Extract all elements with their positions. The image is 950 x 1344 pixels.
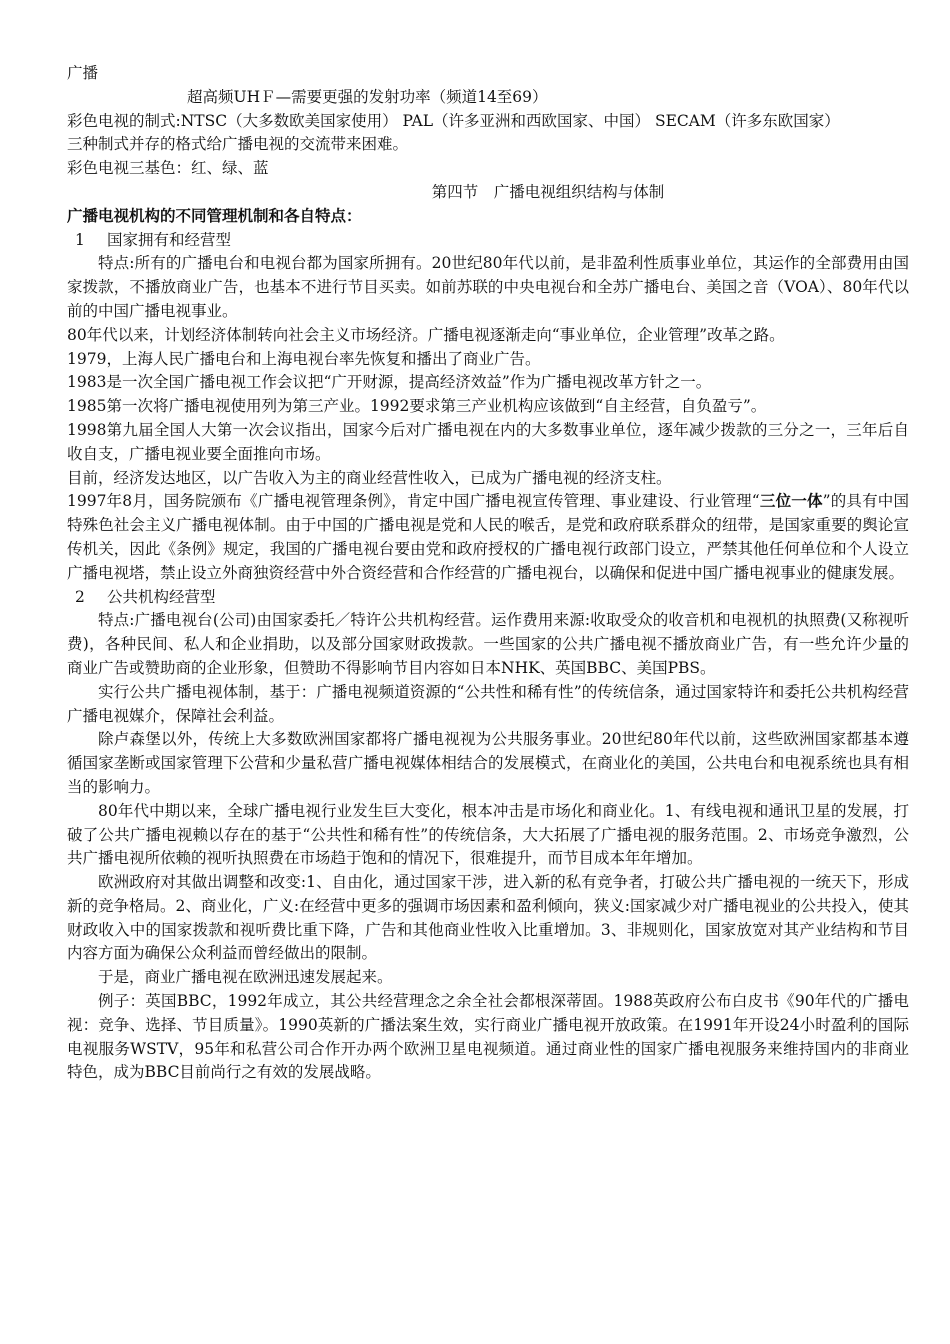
type2-title: 公共机构经营型 bbox=[107, 587, 216, 606]
text-line-uhf: 超高频UHＦ—需要更强的发射功率（频道14至69） bbox=[187, 87, 548, 106]
type1-paragraph-1979: 1979，上海人民广播电台和上海电视台率先恢复和播出了商业广告。 bbox=[67, 349, 541, 368]
type1-1997-text-c: ”的具有中国特殊色社会主义广播电视体制。由于中国的广播电视是党和人民的喉舌，是党和政府联系群众的纽带，是国家重要的舆论宣传机关，因此《条例》规定，我国的广播电视台要由党和政府授权的广播电视行政部门设立，严禁其他任何单位和个人设立广播电视塔，禁止设立外商独资经营中外合资经营和合作经营的广播电视台，以确保和促进中国广播电视事业的健康发展。 bbox=[67, 492, 909, 582]
text-line-primary-colors: 彩色电视三基色：红、绿、蓝 bbox=[67, 159, 269, 178]
text-line-color-standards: 彩色电视的制式:NTSC（大多数欧美国家使用） PAL（许多亚洲和西欧国家、中国） SECAM（许多东欧国家） bbox=[67, 111, 840, 130]
type2-heading bbox=[67, 586, 909, 610]
type1-title: 国家拥有和经营型 bbox=[107, 230, 232, 249]
type1-paragraph-1998: 1998第九届全国人大第一次会议指出，国家今后对广播电视在内的大多数事业单位，逐年减少拨款的三分之一，三年后自收自支，广播电视业要全面推向市场。 bbox=[67, 420, 909, 463]
type2-paragraph-features: 特点:广播电视台(公司)由国家委托／特许公共机构经营。运作费用来源:收取受众的收音机和电视机的执照费(又称视听费)，各种民间、私人和企业捐助，以及部分国家财政拨款。一些国家的公共广播电视不播放商业广告，有一些允许少量的商业广告或赞助商的企业形象，但赞助不得影响节目内容如日本NHK、英国BBC、美国PBS。 bbox=[67, 611, 909, 677]
type1-paragraph-1983: 1983是一次全国广播电视工作会议把“广开财源，提高经济效益”作为广播电视改革方针之一。 bbox=[67, 373, 712, 392]
type1-paragraph-1985: 1985第一次将广播电视使用列为第三产业。1992要求第三产业机构应该做到“自主经营，自负盈亏”。 bbox=[67, 397, 767, 416]
section-title: 第四节 广播电视组织结构与体制 bbox=[431, 182, 665, 201]
type2-paragraph-europe: 除卢森堡以外，传统上大多数欧洲国家都将广播电视视为公共服务事业。20世纪80年代以前，这些欧洲国家都基本遵循国家垄断或国家管理下公营和少量私营广播电视媒体相结合的发展模式，在商业化的美国，公共电台和电视系统也具有相当的影响力。 bbox=[67, 730, 909, 796]
text-line-broadcast: 广播 bbox=[67, 64, 99, 82]
type1-1997-emphasis: 三位一体 bbox=[759, 492, 823, 511]
type1-paragraph-features: 特点:所有的广播电台和电视台都为国家所拥有。20世纪80年代以前，是非盈利性质事业单位，其运作的全部费用由国家拨款，不播放商业广告，也基本不进行节目买卖。如前苏联的中央电视台和全苏广播电台、美国之音（VOA）、80年代以前的中国广播电视事业。 bbox=[67, 254, 909, 320]
type1-paragraph-80s: 80年代以来，计划经济体制转向社会主义市场经济。广播电视逐渐走向“事业单位，企业管理”改革之路。 bbox=[67, 325, 785, 344]
type2-paragraph-result: 于是，商业广播电视在欧洲迅速发展起来。 bbox=[98, 968, 393, 987]
type2-number: 2 bbox=[75, 587, 85, 606]
text-line-three-standards: 三种制式并存的格式给广播电视的交流带来困难。 bbox=[67, 135, 409, 154]
type1-heading bbox=[67, 229, 909, 253]
type2-paragraph-80s-change: 80年代中期以来，全球广播电视行业发生巨大变化，根本冲击是市场化和商业化。1、有线电视和通讯卫星的发展，打破了公共广播电视赖以存在的基于“公共性和稀有性”的传统信条，大大拓展了广播电视的服务范围。2、市场竞争激烈，公共广播电视所依赖的视听执照费在市场趋于饱和的情况下，很难提升，而节目成本年年增加。 bbox=[67, 801, 909, 868]
type2-paragraph-bbc-example: 例子：英国BBC，1992年成立，其公共经营理念之余全社会都根深蒂固。1988英政府公布白皮书《90年代的广播电视：竞争、选择、节目质量》。1990英新的广播法案生效，实行商业广播电视开放政策。在1991年开设24小时盈利的国际电视服务WSTV，95年和私营公司合作开办两个欧洲卫星电视频道。通过商业性的国家广播电视服务来维持国内的非商业特色，成为BBC目前尚行之有效的发展战略。 bbox=[67, 992, 909, 1082]
type2-paragraph-adjustments: 欧洲政府对其做出调整和改变:1、自由化，通过国家干涉，进入新的私有竞争者，打破公共广播电视的一统天下，形成新的竞争格局。2、商业化，广义:在经营中更多的强调市场因素和盈利倾向，狭义:国家减少对广播电视业的公共投入，使其财政收入中的国家拨款和视听费比重下降，广告和其他商业性收入比重增加。3、非规则化，国家放宽对其产业结构和节目内容方面为确保公众利益而曾经做出的限制。 bbox=[67, 873, 909, 963]
type1-paragraph-1997 bbox=[67, 490, 909, 585]
heading-management-mechanisms: 广播电视机构的不同管理机制和各自特点： bbox=[67, 206, 362, 225]
type2-paragraph-basis: 实行公共广播电视体制，基于：广播电视频道资源的“公共性和稀有性”的传统信条，通过国家特许和委托公共机构经营广播电视媒介，保障社会利益。 bbox=[67, 682, 909, 725]
document-page bbox=[67, 62, 909, 1085]
type1-number: 1 bbox=[75, 230, 85, 249]
type1-1997-text-a: 1997年8月，国务院颁布《广播电视管理条例》，肯定中国广播电视宣传管理、事业建设、行业管理“ bbox=[67, 492, 760, 511]
type1-paragraph-current: 目前，经济发达地区，以广告收入为主的商业经营性收入，已成为广播电视的经济支柱。 bbox=[67, 468, 672, 487]
